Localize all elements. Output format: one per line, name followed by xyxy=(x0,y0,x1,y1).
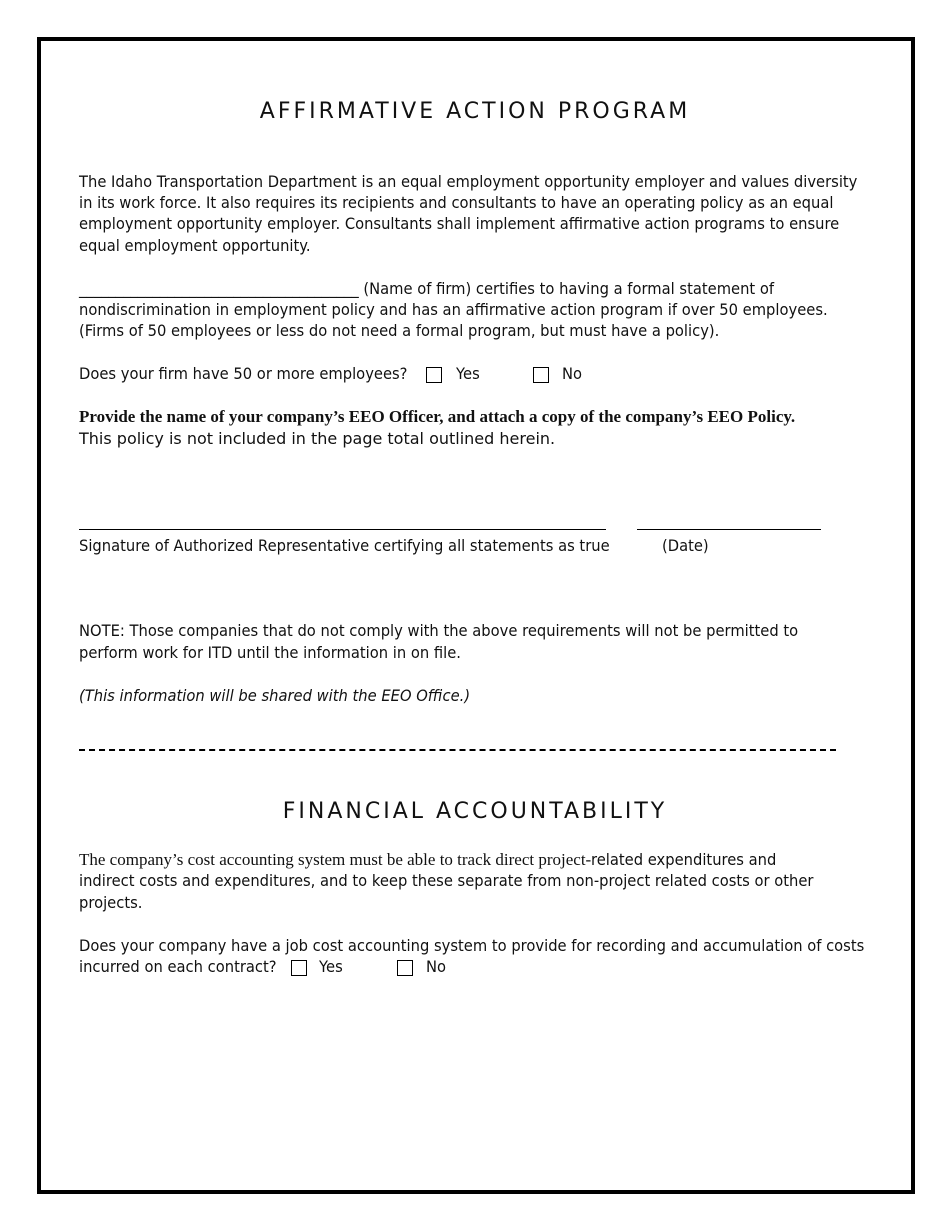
intro-line: equal employment opportunity. xyxy=(79,236,311,255)
job-cost-question: incurred on each contract? xyxy=(79,957,277,976)
date-label: (Date) xyxy=(662,536,709,555)
employees-question: Does your firm have 50 or more employees? xyxy=(79,364,408,383)
financial-intro-line: indirect costs and expenditures, and to keep these separate from non-project related costs or other xyxy=(79,871,814,890)
section-divider xyxy=(79,749,836,751)
financial-intro-serif: The company’s cost accounting system must be able to track direct project- xyxy=(79,850,592,869)
note-line: NOTE: Those companies that do not comply with the above requirements will not be permitted to xyxy=(79,621,799,640)
financial-intro-line xyxy=(79,849,793,870)
signature-label: Signature of Authorized Representative certifying all statements as true xyxy=(79,536,610,555)
eeo-policy-note: This policy is not included in the page total outlined herein. xyxy=(79,429,556,448)
job-cost-no-label: No xyxy=(426,957,447,976)
date-line[interactable] xyxy=(637,529,821,530)
firm-certification-line: nondiscrimination in employment policy and has an affirmative action program if over 50 employees. xyxy=(79,300,828,319)
employees-no-label: No xyxy=(562,364,583,383)
firm-certification-text: (Name of firm) certifies to having a formal statement of xyxy=(358,279,775,298)
intro-line: in its work force. It also requires its recipients and consultants to have an operating policy as an equal xyxy=(79,193,834,212)
firm-name-blank[interactable]: ______________________________________ xyxy=(79,279,359,298)
job-cost-no-checkbox[interactable] xyxy=(397,958,413,977)
employees-no-checkbox[interactable] xyxy=(533,365,549,384)
signature-line[interactable] xyxy=(79,529,606,530)
affirmative-action-title: AFFIRMATIVE ACTION PROGRAM xyxy=(259,99,691,124)
firm-certification-line: (Firms of 50 employees or less do not need a formal program, but must have a policy). xyxy=(79,321,720,340)
intro-line: employment opportunity employer. Consultants shall implement affirmative action programs to ensure xyxy=(79,214,840,233)
eeo-officer-instruction: Provide the name of your company’s EEO Officer, and attach a copy of the company’s EEO Policy. xyxy=(79,407,796,426)
note-line: perform work for ITD until the information in on file. xyxy=(79,643,461,662)
job-cost-yes-checkbox[interactable] xyxy=(291,958,307,977)
job-cost-yes-label: Yes xyxy=(319,957,343,976)
intro-line: The Idaho Transportation Department is an equal employment opportunity employer and values diversity xyxy=(79,172,858,191)
financial-intro-rest: related expenditures and xyxy=(591,850,777,869)
financial-accountability-title: FINANCIAL ACCOUNTABILITY xyxy=(282,799,668,824)
shared-with-eeo-note: (This information will be shared with the EEO Office.) xyxy=(79,686,471,705)
employees-yes-checkbox[interactable] xyxy=(426,365,442,384)
firm-certification-line xyxy=(79,278,774,300)
job-cost-question: Does your company have a job cost accounting system to provide for recording and accumulation of costs xyxy=(79,936,865,955)
employees-yes-label: Yes xyxy=(456,364,480,383)
financial-intro-line: projects. xyxy=(79,893,143,912)
